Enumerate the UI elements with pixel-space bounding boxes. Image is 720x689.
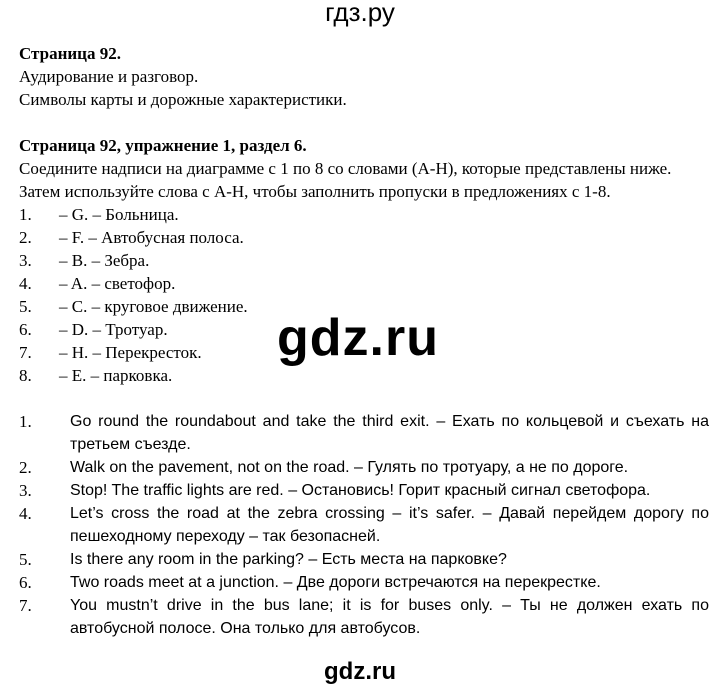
sentence-number: 7.	[19, 596, 32, 615]
sentence-text: Is there any room in the parking? – Есть места на парковке?	[70, 551, 507, 568]
answer-text: – B. – Зебра.	[59, 251, 150, 270]
sentence-item	[19, 479, 709, 502]
answer-item	[19, 203, 709, 226]
sentence-number: 3.	[19, 481, 32, 500]
answer-text: – C. – круговое движение.	[59, 297, 248, 316]
sentence-text: Walk on the pavement, not on the road. – Гулять по тротуару, а не по дороге.	[70, 459, 629, 476]
sentence-text: You mustn’t drive in the bus lane; it is for buses only. – Ты не должен ехать по автобусной полосе. Она только для автобусов.	[70, 597, 709, 637]
answer-number: 7.	[19, 343, 32, 362]
site-header-logo[interactable]: гдз.ру	[325, 0, 395, 27]
answer-text: – G. – Больница.	[59, 205, 179, 224]
sentence-number: 2.	[19, 458, 32, 477]
instruction-line-2: Затем используйте слова с A-H, чтобы заполнить пропуски в предложениях с 1-8.	[19, 182, 611, 201]
sentence-number: 1.	[19, 412, 32, 431]
sentence-number: 4.	[19, 504, 32, 523]
section2-heading: Страница 92, упражнение 1, раздел 6.	[19, 136, 307, 155]
sentence-number: 6.	[19, 573, 32, 592]
answer-item	[19, 249, 709, 272]
sentences-list	[19, 410, 709, 640]
instruction-line-1: Соедините надписи на диаграмме с 1 по 8 со словами (A-H), которые представлены ниже.	[19, 159, 672, 178]
section1-line-2: Символы карты и дорожные характеристики.	[19, 90, 347, 109]
section1-heading: Страница 92.	[19, 44, 121, 63]
sentence-item	[19, 502, 709, 548]
answer-item	[19, 226, 709, 249]
sentence-text: Two roads meet at a junction. – Две дороги встречаются на перекрестке.	[70, 574, 601, 591]
answer-number: 2.	[19, 228, 32, 247]
answer-number: 5.	[19, 297, 32, 316]
answer-text: – E. – парковка.	[59, 366, 173, 385]
watermark-center: gdz.ru	[277, 309, 439, 367]
answer-text: – A. – светофор.	[59, 274, 176, 293]
sentence-number: 5.	[19, 550, 32, 569]
answer-number: 8.	[19, 366, 32, 385]
answer-number: 6.	[19, 320, 32, 339]
sentence-text: Go round the roundabout and take the third exit. – Ехать по кольцевой и съехать на третьем съезде.	[70, 413, 709, 453]
sentence-text: Stop! The traffic lights are red. – Остановись! Горит красный сигнал светофора.	[70, 482, 651, 499]
sentence-text: Let’s cross the road at the zebra crossing – it’s safer. – Давай перейдем дорогу по пешеходному переходу – так безопасней.	[70, 505, 709, 545]
section1-line-1: Аудирование и разговор.	[19, 67, 199, 86]
sentence-item	[19, 410, 709, 456]
sentence-item	[19, 594, 709, 640]
sentence-item	[19, 571, 709, 594]
answer-number: 4.	[19, 274, 32, 293]
answer-text: – H. – Перекресток.	[59, 343, 202, 362]
answer-item	[19, 272, 709, 295]
answer-number: 1.	[19, 205, 32, 224]
sentence-item	[19, 548, 709, 571]
sentence-item	[19, 456, 709, 479]
answer-text: – D. – Тротуар.	[59, 320, 168, 339]
answer-text: – F. – Автобусная полоса.	[59, 228, 244, 247]
answer-number: 3.	[19, 251, 32, 270]
watermark-bottom: gdz.ru	[324, 658, 396, 685]
